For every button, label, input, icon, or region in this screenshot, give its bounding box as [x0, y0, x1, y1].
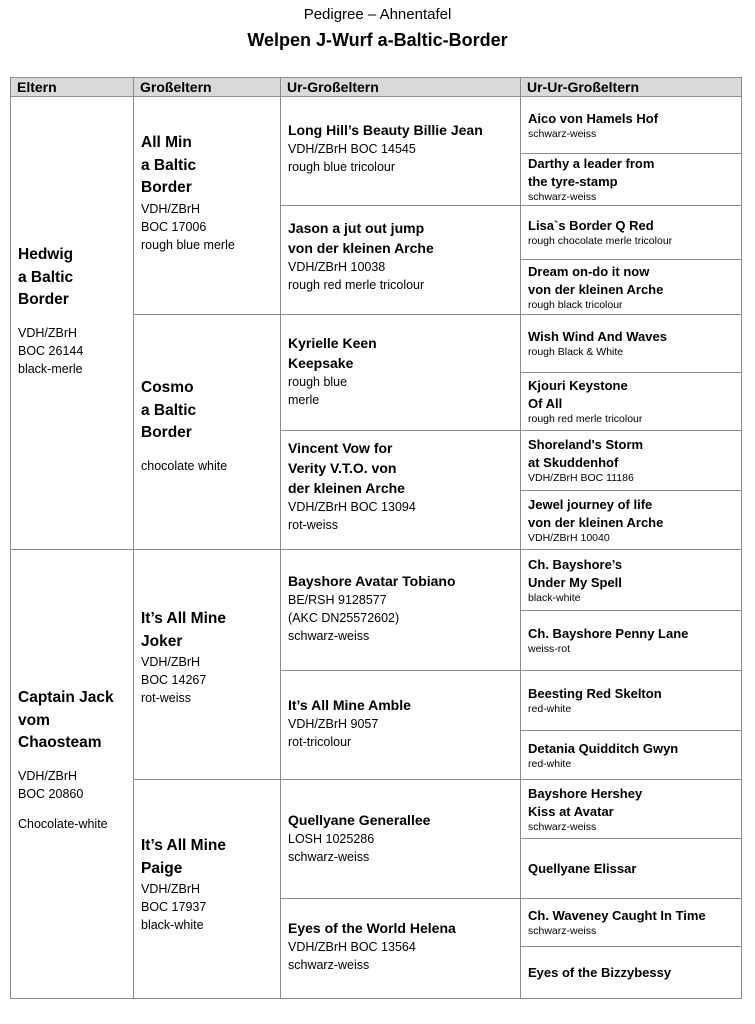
great-great-grandparent-info: VDH/ZBrH 10040 [528, 531, 610, 544]
great-grandparent-cell [280, 205, 521, 315]
page-subtitle: Pedigree – Ahnentafel [303, 6, 452, 23]
great-great-grandparent-name: Dream on-do it now von der kleinen Arche [528, 263, 664, 297]
parent-detail: VDH/ZBrH [18, 768, 78, 783]
grandparent-detail: BOC 17006 [141, 219, 207, 234]
great-great-grandparent-cell [520, 610, 742, 671]
great-great-grandparent-cell [520, 838, 742, 899]
grandparent-cell [133, 314, 281, 550]
great-grandparent-name: Eyes of the World Helena [288, 920, 456, 936]
column-header: Großeltern [133, 77, 281, 97]
great-great-grandparent-info: VDH/ZBrH BOC 11186 [528, 472, 634, 484]
great-grandparent-name: Vincent Vow for Verity V.T.O. von der kleinen Arche [288, 440, 405, 496]
great-great-grandparent-cell [520, 430, 742, 491]
great-great-grandparent-info: schwarz-weiss [528, 127, 597, 140]
great-great-grandparent-info: schwarz-weiss [528, 820, 597, 833]
parent-cell [10, 96, 134, 550]
great-grandparent-cell [280, 549, 521, 671]
great-grandparent-name: Long Hill’s Beauty Billie Jean [288, 122, 483, 138]
great-great-grandparent-cell [520, 946, 742, 999]
parent-detail: BOC 20860 [18, 786, 84, 801]
great-great-grandparent-name: Shoreland's Storm at Skuddenhof [528, 437, 644, 470]
grandparent-name: All Min a Baltic Border [141, 134, 197, 196]
great-grandparent-detail: VDH/ZBrH BOC 13564 [288, 940, 416, 954]
great-great-grandparent-cell [520, 549, 742, 611]
spacer [141, 445, 276, 457]
great-great-grandparent-info: red-white [528, 703, 572, 715]
great-great-grandparent-cell [520, 372, 742, 431]
column-header: Ur-Ur-Großeltern [520, 77, 742, 97]
grandparent-cell [133, 779, 281, 999]
parent-cell [10, 549, 134, 999]
great-great-grandparent-cell [520, 96, 742, 154]
grandparent-detail: VDH/ZBrH [141, 201, 201, 216]
great-grandparent-name: Bayshore Avatar Tobiano [288, 573, 456, 589]
great-great-grandparent-info: rough black tricolour [528, 298, 623, 311]
great-grandparent-detail: VDH/ZBrH 10038 [288, 260, 386, 274]
spacer [18, 803, 129, 815]
parent-detail: black-merle [18, 361, 83, 376]
great-grandparent-detail: rot-tricolour [288, 735, 352, 749]
great-great-grandparent-name: Eyes of the Bizzybessy [528, 964, 672, 980]
great-great-grandparent-name: Wish Wind And Waves [528, 329, 667, 344]
great-great-grandparent-cell [520, 205, 742, 260]
column-header: Ur-Großeltern [280, 77, 521, 97]
great-grandparent-detail: VDH/ZBrH 9057 [288, 717, 379, 731]
great-grandparent-cell [280, 96, 521, 206]
grandparent-detail: rot-weiss [141, 691, 192, 705]
grandparent-detail: BOC 14267 [141, 673, 207, 687]
great-grandparent-detail: rot-weiss [288, 518, 339, 532]
great-great-grandparent-name: Detania Quidditch Gwyn [528, 740, 679, 756]
great-grandparent-name: It’s All Mine Amble [288, 697, 411, 713]
grandparent-detail: VDH/ZBrH [141, 655, 201, 669]
great-grandparent-name: Jason a jut out jump von der kleinen Arche [288, 220, 434, 256]
great-great-grandparent-name: Ch. Waveney Caught In Time [528, 908, 706, 923]
grandparent-detail: black-white [141, 918, 204, 932]
great-grandparent-cell [280, 779, 521, 899]
great-great-grandparent-cell [520, 730, 742, 780]
great-grandparent-detail: schwarz-weiss [288, 958, 370, 972]
great-great-grandparent-info: rough chocolate merle tricolour [528, 235, 673, 247]
great-great-grandparent-name: Jewel journey of life von der kleinen Arche [528, 496, 664, 530]
great-grandparent-cell [280, 898, 521, 999]
grandparent-cell [133, 549, 281, 780]
spacer [18, 755, 129, 767]
parent-name: Captain Jack vom Chaosteam [18, 689, 114, 751]
great-grandparent-detail: schwarz-weiss [288, 850, 370, 864]
great-grandparent-detail: BE/RSH 9128577 [288, 593, 387, 607]
great-great-grandparent-info: weiss-rot [528, 643, 571, 655]
great-grandparent-detail: rough red merle tricolour [288, 278, 425, 292]
great-great-grandparent-info: red-white [528, 757, 572, 770]
great-grandparent-cell [280, 670, 521, 780]
parent-detail: BOC 26144 [18, 343, 84, 358]
parent-detail: VDH/ZBrH [18, 325, 78, 340]
parent-color: Chocolate-white [18, 816, 108, 831]
grandparent-detail: chocolate white [141, 458, 228, 473]
great-grandparent-detail: VDH/ZBrH BOC 13094 [288, 500, 416, 514]
parent-name: Hedwig a Baltic Border [18, 246, 74, 308]
column-header: Eltern [10, 77, 134, 97]
great-grandparent-detail: (AKC DN25572602) [288, 611, 400, 625]
great-great-grandparent-cell [520, 898, 742, 947]
grandparent-detail: BOC 17937 [141, 900, 207, 914]
great-great-grandparent-name: Beesting Red Skelton [528, 686, 662, 701]
great-great-grandparent-cell [520, 670, 742, 731]
great-great-grandparent-cell [520, 314, 742, 373]
great-grandparent-name: Quellyane Generallee [288, 812, 431, 828]
great-great-grandparent-name: Aico von Hamels Hof [528, 110, 659, 126]
great-great-grandparent-info: black-white [528, 591, 581, 604]
great-great-grandparent-name: Lisa`s Border Q Red [528, 218, 654, 233]
great-grandparent-detail: VDH/ZBrH BOC 14545 [288, 142, 416, 156]
grandparent-detail: VDH/ZBrH [141, 882, 201, 896]
great-great-grandparent-name: Ch. Bayshore Penny Lane [528, 626, 689, 641]
great-grandparent-detail: LOSH 1025286 [288, 832, 375, 846]
great-grandparent-cell [280, 430, 521, 550]
great-great-grandparent-cell [520, 490, 742, 550]
page-title: Welpen J-Wurf a-Baltic-Border [247, 30, 508, 50]
spacer [18, 312, 129, 324]
great-grandparent-name: Kyrielle Keen Keepsake [288, 335, 377, 371]
great-great-grandparent-info: rough Black & White [528, 346, 624, 358]
great-great-grandparent-info: rough red merle tricolour [528, 413, 643, 425]
great-great-grandparent-name: Ch. Bayshore’s Under My Spell [528, 556, 623, 590]
great-great-grandparent-info: schwarz-weiss [528, 191, 597, 203]
great-great-grandparent-name: Bayshore Hershey Kiss at Avatar [528, 785, 643, 819]
great-great-grandparent-info: schwarz-weiss [528, 925, 597, 937]
great-grandparent-detail: merle [288, 393, 320, 407]
great-grandparent-detail: rough blue [288, 375, 348, 389]
grandparent-name: It’s All Mine Paige [141, 837, 226, 877]
great-grandparent-cell [280, 314, 521, 431]
great-great-grandparent-name: Kjouri Keystone Of All [528, 378, 628, 411]
great-grandparent-detail: schwarz-weiss [288, 629, 370, 643]
grandparent-name: Cosmo a Baltic Border [141, 379, 197, 441]
great-great-grandparent-name: Darthy a leader from the tyre-stamp [528, 156, 655, 189]
great-great-grandparent-cell [520, 779, 742, 839]
great-grandparent-detail: rough blue tricolour [288, 160, 396, 174]
great-great-grandparent-cell [520, 153, 742, 206]
great-great-grandparent-name: Quellyane Elissar [528, 860, 637, 876]
great-great-grandparent-cell [520, 259, 742, 315]
grandparent-cell [133, 96, 281, 315]
grandparent-name: It’s All Mine Joker [141, 610, 226, 650]
grandparent-detail: rough blue merle [141, 237, 235, 252]
